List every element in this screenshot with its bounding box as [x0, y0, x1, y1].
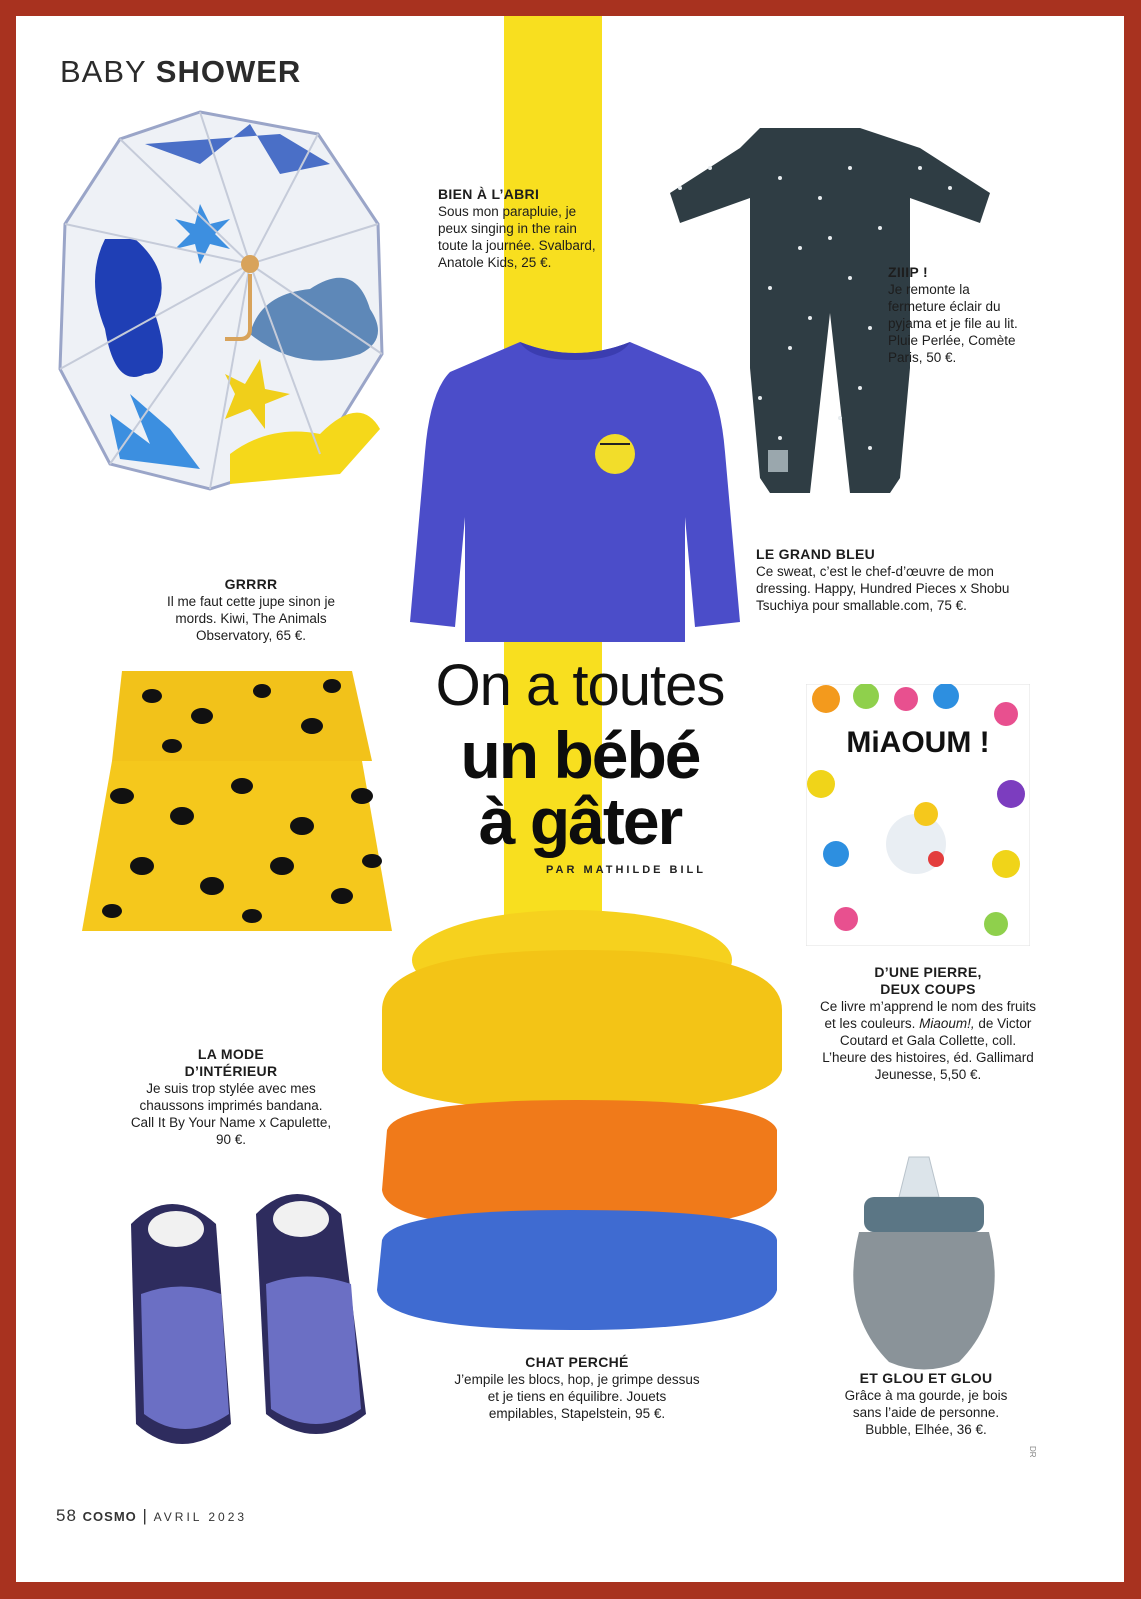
folio: 58 COSMO | AVRIL 2023 — [56, 1506, 248, 1525]
sweatshirt-image — [400, 334, 750, 654]
byline: PAR MATHILDE BILL — [546, 864, 706, 876]
caption-et-glou-et-glou: ET GLOU ET GLOU Grâce à ma gourde, je bois sans l’aide de personne. Bubble, Elhée, 36 €. — [844, 1370, 1008, 1437]
slippers-image — [116, 1184, 386, 1464]
skirt-image — [82, 666, 398, 936]
stacking-stones-image — [362, 900, 794, 1360]
caption-dune-pierre: D’UNE PIERRE, DEUX COUPS Ce livre m’apprend le nom des fruits et les couleurs. Miaoum!, de Victor Coutard et Gala Collette, coll. L’heure des histoires, éd. Gallimard Jeunesse, 5,50 €. — [819, 964, 1037, 1082]
photo-credit: DR — [1028, 1446, 1037, 1458]
section-title: BABY SHOWER — [60, 54, 302, 89]
magazine-page — [16, 16, 1124, 1582]
umbrella-image — [50, 104, 390, 494]
caption-ziiip: ZIIIP ! Je remonte la fermeture éclair du pyjama et je file au lit. Pluie Perlée, Comète Paris, 50 €. — [888, 264, 1018, 365]
book-cover-image — [806, 684, 1030, 946]
headline-line-1: On a toutes — [435, 653, 725, 718]
bottle-image — [834, 1152, 1014, 1372]
caption-grrrr: GRRRR Il me faut cette jupe sinon je mords. Kiwi, The Animals Observatory, 65 €. — [166, 576, 336, 643]
caption-la-mode-dinterieur: LA MODE D’INTÉRIEUR Je suis trop stylée avec mes chaussons imprimés bandana. Call It By Your Name x Capulette, 90 €. — [130, 1046, 332, 1147]
caption-bien-a-labri: BIEN À L’ABRI Sous mon parapluie, je peux singing in the rain toute la journée. Svalbard, Anatole Kids, 25 €. — [438, 186, 596, 270]
caption-le-grand-bleu: LE GRAND BLEU Ce sweat, c’est le chef-d’œuvre de mon dressing. Happy, Hundred Pieces x Shobu Tsuchiya pour smallable.com, 75 €. — [756, 546, 1010, 613]
caption-chat-perche: CHAT PERCHÉ J’empile les blocs, hop, je grimpe dessus et je tiens en équilibre. Jouets empilables, Stapelstein, 95 €. — [454, 1354, 700, 1421]
book-title-text: MiAOUM ! — [846, 726, 990, 759]
headline-line-2: un bébé à gâter — [460, 718, 700, 858]
